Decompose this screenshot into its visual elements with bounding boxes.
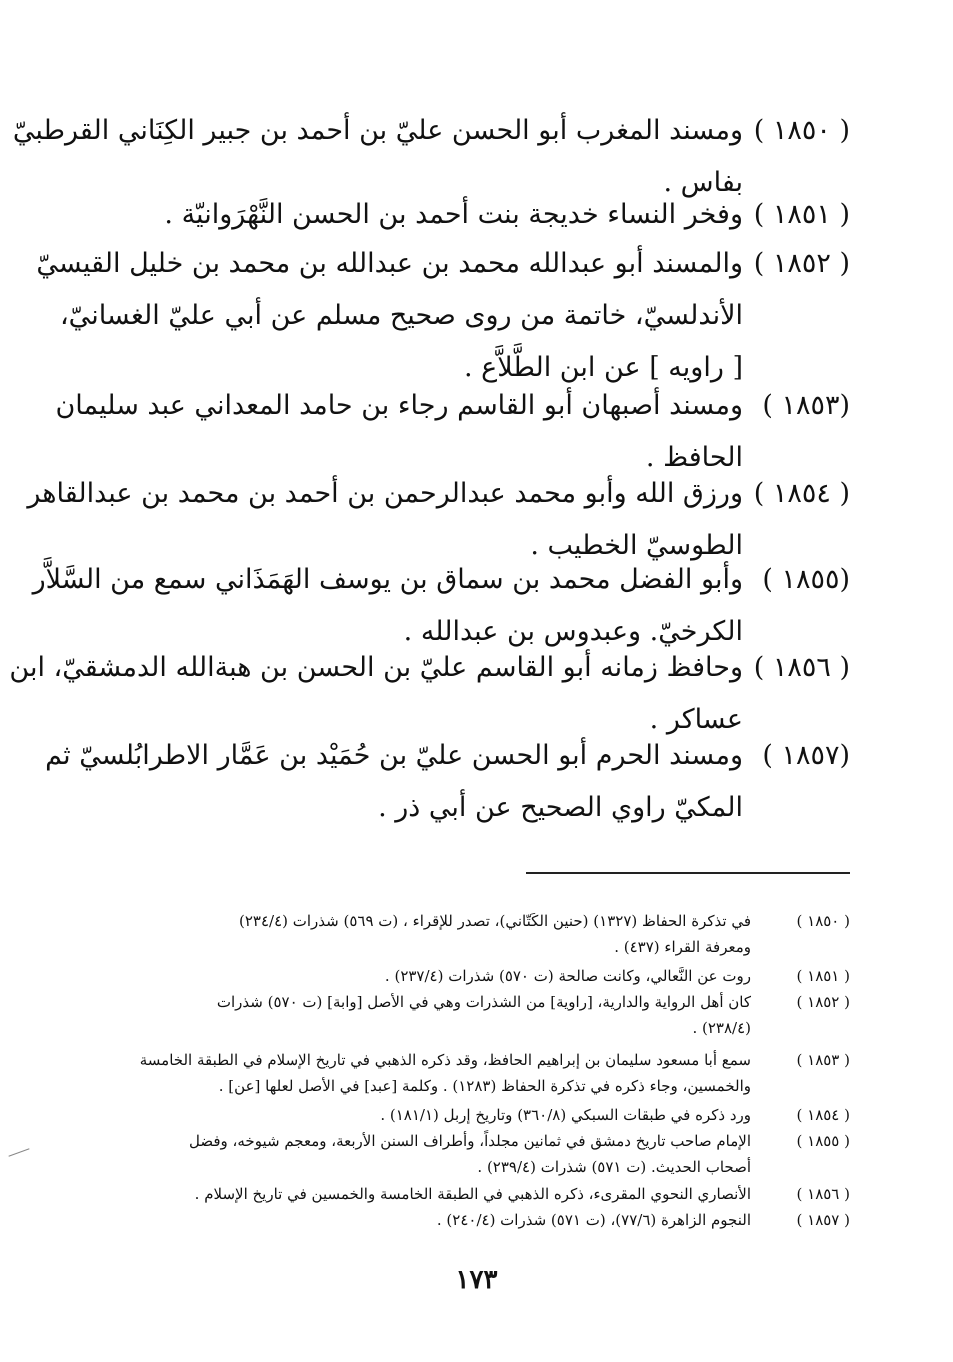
footnote-number: ( ١٨٥٠ ) — [796, 912, 850, 930]
footnote-line: (٢٣٨/٤) . — [692, 1019, 751, 1037]
entry-line: [ راويه ] عن ابن الطَّلاَّع . — [463, 352, 743, 383]
footnote-number: ( ١٨٥١ ) — [796, 967, 850, 985]
footnote-1856 — [150, 1181, 850, 1207]
footnote-line: في تذكرة الحفاظ (١٣٢٧) (حنين الكَتّاني)، تصدر للإقراء ، (ت ٥٦٩) شذرات (٢٣٤/٤) — [239, 912, 751, 930]
entry-line: عساكر . — [649, 704, 743, 735]
footnote-line: كان أهل الرواية والدارية، [راوية] من الشذرات وهي في الأصل [وابة] (ت ٥٧٠) شذرات — [216, 993, 751, 1011]
footnote-line: ومعرفة القراء (٤٣٧) . — [614, 938, 751, 956]
footnote-line: والخمسين، وجاء ذكره في تذكرة الحفاظ (١٢٨٣) . وكلمة [عبد] في الأصل لعلها [عن] . — [218, 1077, 751, 1095]
entry-line: الأندلسيّ، خاتمة من روى صحيح مسلم عن أبي عليّ الغسانيّ، — [59, 300, 743, 331]
entry-line: ومسند الحرم أبو الحسن عليّ بن حُمَيْد بن عَمَّار الاطرابُلسيّ ثم — [45, 740, 743, 771]
entry-number: (١٨٥٧ ) — [762, 740, 850, 771]
entry-number: ( ١٨٥٠ ) — [753, 115, 850, 146]
entry-1851 — [150, 189, 850, 241]
footnote-separator — [526, 872, 850, 874]
entry-line: ومسند أصبهان أبو القاسم رجاء بن حامد المعداني عبد سليمان — [55, 390, 743, 421]
entry-number: ( ١٨٥٤ ) — [753, 478, 850, 509]
footnote-line: سمع أبا مسعود سليمان بن إبراهيم الحافظ، وقد ذكره الذهبي في تاريخ الإسلام في الطبقة الخامسة — [139, 1051, 751, 1069]
entry-number: ( ١٨٥١ ) — [753, 199, 850, 230]
footnote-1853 — [139, 1047, 850, 1099]
footnote-line: الإمام صاحب تاريخ دمشق في ثمانين مجلداً، وأطراف السنن الأربعة، ومعجم شيوخه، وفضل — [189, 1132, 751, 1150]
page-number: ١٧٣ — [455, 1265, 498, 1295]
footnote-line: روت عن النَّعالي، وكانت صالحة (ت ٥٧٠) شذرات (٢٣٧/٤) . — [384, 967, 751, 985]
footnote-number: ( ١٨٥٥ ) — [796, 1132, 850, 1150]
entry-number: (١٨٥٥ ) — [762, 564, 850, 595]
footnote-number: ( ١٨٥٢ ) — [796, 993, 850, 1011]
entry-1852 — [36, 238, 850, 394]
entry-line: ورزق الله وأبو محمد عبدالرحمن بن أحمد بن محمد بن عبدالقاهر — [27, 478, 743, 509]
entry-line: المكيّ راوي الصحيح عن أبي ذر . — [378, 792, 743, 823]
footnote-number: ( ١٨٥٤ ) — [796, 1106, 850, 1124]
entry-1857 — [45, 730, 850, 834]
footnote-line: الأنصاري النحوي المقرىء، ذكره الذهبي في الطبقة الخامسة والخمسين في تاريخ الإسلام . — [194, 1185, 751, 1203]
footnote-number: ( ١٨٥٣ ) — [796, 1051, 850, 1069]
entry-line: وحافظ زمانه أبو القاسم عليّ بن الحسن بن هبةالله الدمشقيّ، ابن — [9, 652, 743, 683]
entry-line: وفخر النساء خديجة بنت أحمد بن الحسن النَّهْرَوانيّة . — [164, 199, 743, 230]
scan-mark — [8, 1148, 29, 1156]
entry-line: الكرخيّ. وعبدوس بن عبدالله . — [403, 616, 743, 647]
entry-line: بفاس . — [663, 167, 743, 198]
footnote-line: أصحاب الحديث. (ت ٥٧١) شذرات (٢٣٩/٤) . — [477, 1158, 751, 1176]
footnote-1857 — [150, 1207, 850, 1233]
entry-number: ( ١٨٥٢ ) — [753, 248, 850, 279]
footnote-line: ورد ذكره في طبقات السبكي (٣٦٠/٨) وتاريخ إربل (١٨١/١) . — [380, 1106, 751, 1124]
entry-number: ( ١٨٥٦ ) — [753, 652, 850, 683]
footnote-1850 — [150, 908, 850, 960]
footnote-1855 — [150, 1128, 850, 1180]
entry-line: ومسند المغرب أبو الحسن عليّ بن أحمد بن جبير الكِنَاني القرطبيّ — [12, 115, 743, 146]
entry-line: وأبو الفضل محمد بن سماق بن يوسف الهَمَذَاني سمع من السَّلاَّر — [32, 564, 743, 595]
footnote-number: ( ١٨٥٦ ) — [796, 1185, 850, 1203]
entry-line: الحافظ . — [645, 442, 743, 473]
footnote-line: النجوم الزاهرة (٧٧/٦)، (ت ٥٧١) شذرات (٢٤٠/٤) . — [436, 1211, 751, 1229]
footnote-1854 — [150, 1102, 850, 1128]
footnote-1851 — [150, 963, 850, 989]
entry-line: الطوسيّ الخطيب . — [530, 530, 743, 561]
footnote-1852 — [150, 989, 850, 1041]
entry-number: (١٨٥٣ ) — [762, 390, 850, 421]
footnote-number: ( ١٨٥٧ ) — [796, 1211, 850, 1229]
entry-line: والمسند أبو عبدالله محمد بن عبدالله بن محمد بن خليل القيسيّ — [36, 248, 743, 279]
